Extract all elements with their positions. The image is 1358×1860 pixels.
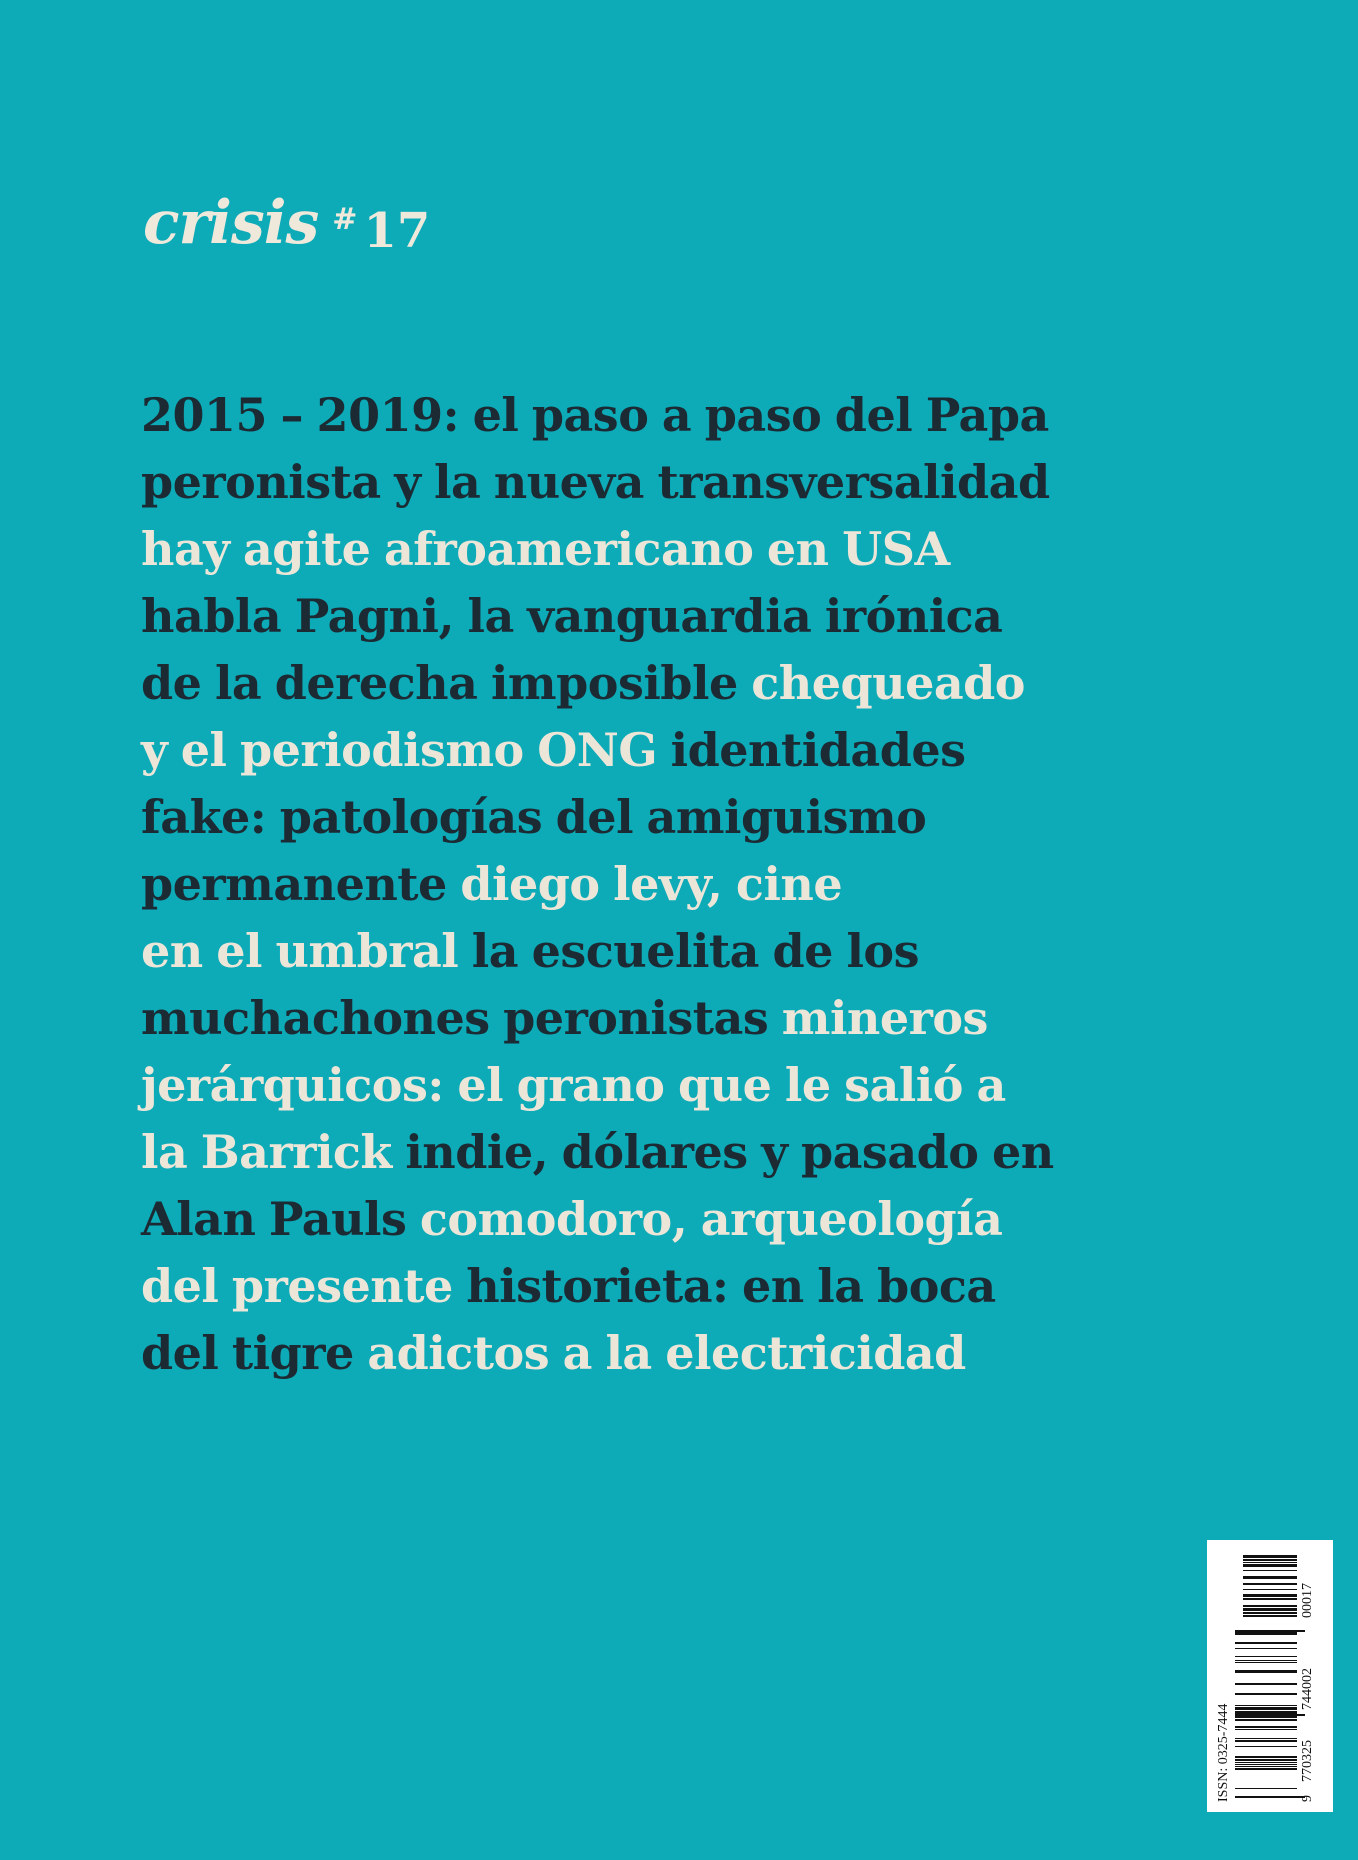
barcode-bar [1235,1740,1297,1742]
barcode-bar [1243,1583,1297,1585]
barcode-bar [1243,1564,1297,1567]
barcode-bar [1235,1707,1297,1710]
contents-segment: 2015 – 2019: el paso a paso del Papa [141,388,1049,442]
contents-line [141,784,1101,851]
barcode-guard-bar [1235,1714,1305,1716]
contents-segment: hay agite afroamericano en USA [141,522,950,576]
barcode-bar [1235,1711,1297,1714]
barcode [1207,1540,1333,1812]
contents-segment: Alan Pauls [141,1192,420,1246]
barcode-bar [1235,1683,1297,1685]
contents-line [141,985,1101,1052]
contents-segment: identidades [670,723,966,777]
barcode-bar [1243,1576,1297,1579]
contents-segment: del tigre [141,1326,368,1380]
barcode-guard-bar [1235,1796,1305,1798]
barcode-bar [1235,1756,1297,1758]
contents-segment: jerárquicos: el grano que le salió a [141,1058,1006,1112]
contents-line [141,717,1101,784]
contents-segment: adictos a la electricidad [367,1326,966,1380]
barcode-bar [1235,1662,1297,1663]
barcode-bar [1243,1589,1297,1590]
contents-line [141,918,1101,985]
barcode-bar [1235,1768,1297,1770]
barcode-bar [1235,1705,1297,1706]
barcode-bar [1243,1570,1297,1571]
issue-number: 17 [363,203,431,259]
barcode-graphic [1207,1540,1333,1812]
barcode-bar [1235,1729,1297,1730]
issn-text: ISSN: 0325-7444 [1216,1703,1231,1802]
barcode-bar [1235,1746,1297,1747]
contents-segment: y el periodismo ONG [141,723,671,777]
contents-line [141,650,1101,717]
barcode-bar [1235,1719,1297,1721]
contents-line [141,1119,1101,1186]
barcode-bar [1243,1605,1297,1607]
barcode-bar [1243,1562,1297,1563]
contents-segment: la Barrick [141,1125,406,1179]
contents-segment: muchachones peronistas [141,991,782,1045]
barcode-bar [1235,1642,1297,1644]
barcode-bar [1235,1766,1297,1767]
barcode-bar [1235,1670,1297,1673]
barcode-bar [1235,1656,1297,1657]
contents-line [141,583,1101,650]
contents-line [141,1052,1101,1119]
contents-segment: chequeado [751,656,1025,710]
contents-segment: de la derecha imposible [141,656,752,710]
contents-line [141,1253,1101,1320]
barcode-bar [1243,1615,1297,1617]
issue-hash: # [332,202,358,237]
barcode-addon-digits: 00017 [1300,1583,1315,1618]
barcode-bar [1243,1608,1297,1611]
barcode-bar [1243,1559,1297,1561]
contents-line [141,516,1101,583]
barcode-group-left: 770325 [1300,1740,1315,1782]
masthead [143,188,430,258]
contents-line [141,1320,1101,1387]
barcode-bars [1235,1555,1305,1798]
contents-segment: la escuelita de los [471,924,919,978]
contents-line [141,851,1101,918]
barcode-bar [1243,1612,1297,1614]
contents-segment: comodoro, arqueología [419,1192,1003,1246]
barcode-bar [1235,1660,1297,1661]
contents-list [141,382,1101,1387]
contents-line [141,382,1101,449]
barcode-group-right: 744002 [1300,1668,1315,1710]
barcode-bar [1235,1648,1297,1649]
contents-segment: permanente [141,857,461,911]
contents-segment: en el umbral [141,924,472,978]
barcode-bar [1235,1759,1297,1761]
contents-segment: peronista y la nueva transversalidad [141,455,1050,509]
barcode-bar [1243,1594,1297,1597]
barcode-bar [1243,1598,1297,1600]
barcode-bar [1243,1555,1297,1558]
contents-segment: del presente [141,1259,467,1313]
barcode-bar [1235,1726,1297,1728]
contents-line [141,449,1101,516]
contents-segment: historieta: en la boca [466,1259,996,1313]
contents-segment: mineros [781,991,988,1045]
barcode-bar [1235,1738,1297,1739]
contents-segment: indie, dólares y pasado en [405,1125,1054,1179]
magazine-title: crisis [143,188,319,258]
contents-line [141,1186,1101,1253]
barcode-bar [1235,1693,1297,1695]
barcode-bar [1235,1764,1297,1765]
contents-segment: fake: patologías del amiguismo [141,790,927,844]
barcode-bar [1235,1632,1297,1635]
barcode-lead-digit: 9 [1300,1795,1315,1802]
contents-segment: habla Pagni, la vanguardia irónica [141,589,1003,643]
barcode-bar [1235,1788,1297,1789]
barcode-bar [1235,1762,1297,1763]
contents-segment: diego levy, cine [460,857,843,911]
barcode-guard-bar [1235,1630,1305,1632]
